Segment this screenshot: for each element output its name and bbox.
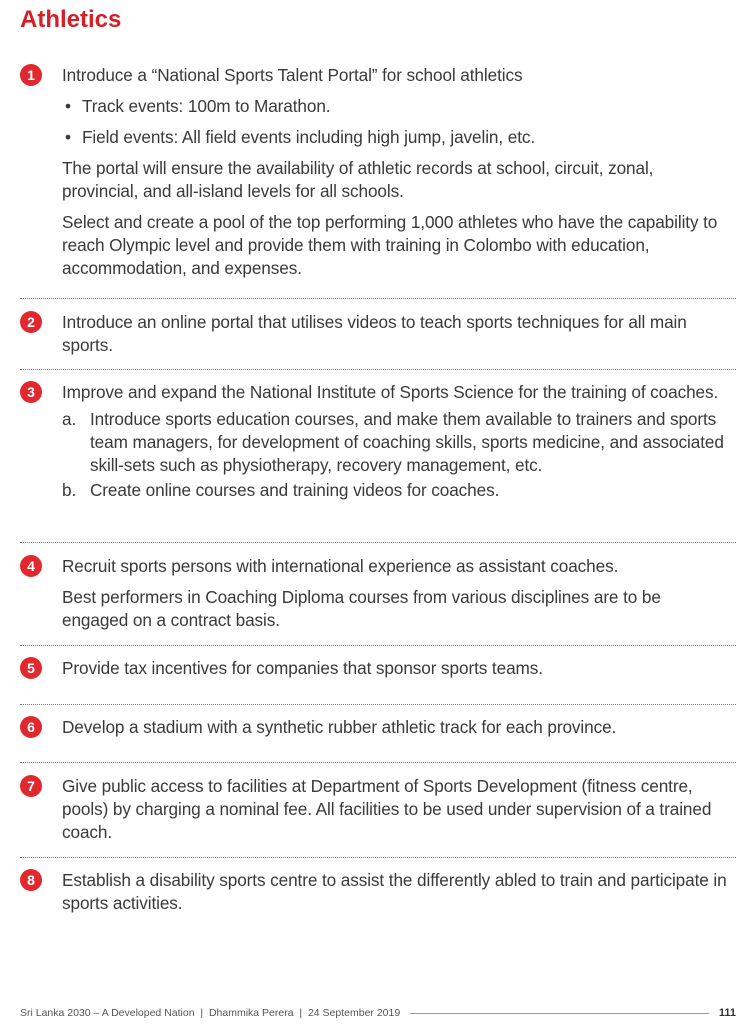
list-item-7 [20, 775, 730, 844]
number-badge: 3 [20, 381, 42, 403]
page-number: 111 [718, 1007, 736, 1019]
page-footer [20, 1007, 736, 1019]
sub-item-letter: a. [62, 409, 77, 429]
divider [20, 704, 736, 705]
list-item-2 [20, 311, 730, 357]
item-heading: Introduce an online portal that utilises videos to teach sports techniques for all main sports. [62, 312, 687, 355]
divider [20, 369, 736, 370]
number-badge: 4 [20, 555, 42, 577]
list-item-6 [20, 716, 730, 739]
sub-item-text: Introduce sports education courses, and make them available to trainers and sports team managers, for development of coaching skills, sports medicine, and associated skill-sets such as physiotherapy, recovery management, etc. [90, 409, 724, 475]
number-badge: 5 [20, 657, 42, 679]
number-badge: 2 [20, 311, 42, 333]
item-paragraph: Best performers in Coaching Diploma courses from various disciplines are to be engaged on a contract basis. [62, 587, 661, 630]
sub-item-text: Create online courses and training videos for coaches. [90, 480, 500, 500]
divider [20, 542, 736, 543]
page-title: Athletics [20, 6, 122, 33]
item-paragraph: Select and create a pool of the top performing 1,000 athletes who have the capability to reach Olympic level and provide them with training in Colombo with education, accommodation, and expenses. [62, 212, 718, 278]
bullet-item: • Field events: All field events including high jump, javelin, etc. [62, 126, 730, 149]
item-heading: Provide tax incentives for companies that sponsor sports teams. [62, 658, 543, 678]
list-item-4 [20, 555, 730, 632]
item-heading: Give public access to facilities at Department of Sports Development (fitness centre, pools) by charging a nominal fee. All facilities to be used under supervision of a trained coach. [62, 776, 712, 842]
item-paragraph: The portal will ensure the availability of athletic records at school, circuit, zonal, provincial, and all-island levels for all schools. [62, 158, 654, 201]
footer-rule [410, 1013, 709, 1014]
item-heading: Establish a disability sports centre to assist the differently abled to train and participate in sports activities. [62, 870, 727, 913]
divider [20, 857, 736, 858]
list-item-8 [20, 869, 730, 915]
number-badge: 8 [20, 869, 42, 891]
sub-item-letter: b. [62, 480, 77, 500]
item-heading: Improve and expand the National Institute of Sports Science for the training of coaches. [62, 382, 719, 402]
list-item-5 [20, 657, 730, 680]
number-badge: 7 [20, 775, 42, 797]
number-badge: 6 [20, 716, 42, 738]
bullet-item: • Track events: 100m to Marathon. [62, 95, 730, 118]
divider [20, 762, 736, 763]
number-badge: 1 [20, 64, 42, 86]
divider [20, 298, 736, 299]
divider [20, 645, 736, 646]
list-item-1 [20, 64, 730, 280]
footer-text: Sri Lanka 2030 – A Developed Nation | Dhammika Perera | 24 September 2019 [20, 1007, 401, 1019]
sub-item [62, 479, 730, 502]
item-heading: Recruit sports persons with international experience as assistant coaches. [62, 556, 619, 576]
item-heading: Develop a stadium with a synthetic rubber athletic track for each province. [62, 717, 617, 737]
sub-item [62, 408, 730, 477]
item-heading: Introduce a “National Sports Talent Portal” for school athletics [62, 65, 523, 85]
list-item-3 [20, 381, 730, 504]
